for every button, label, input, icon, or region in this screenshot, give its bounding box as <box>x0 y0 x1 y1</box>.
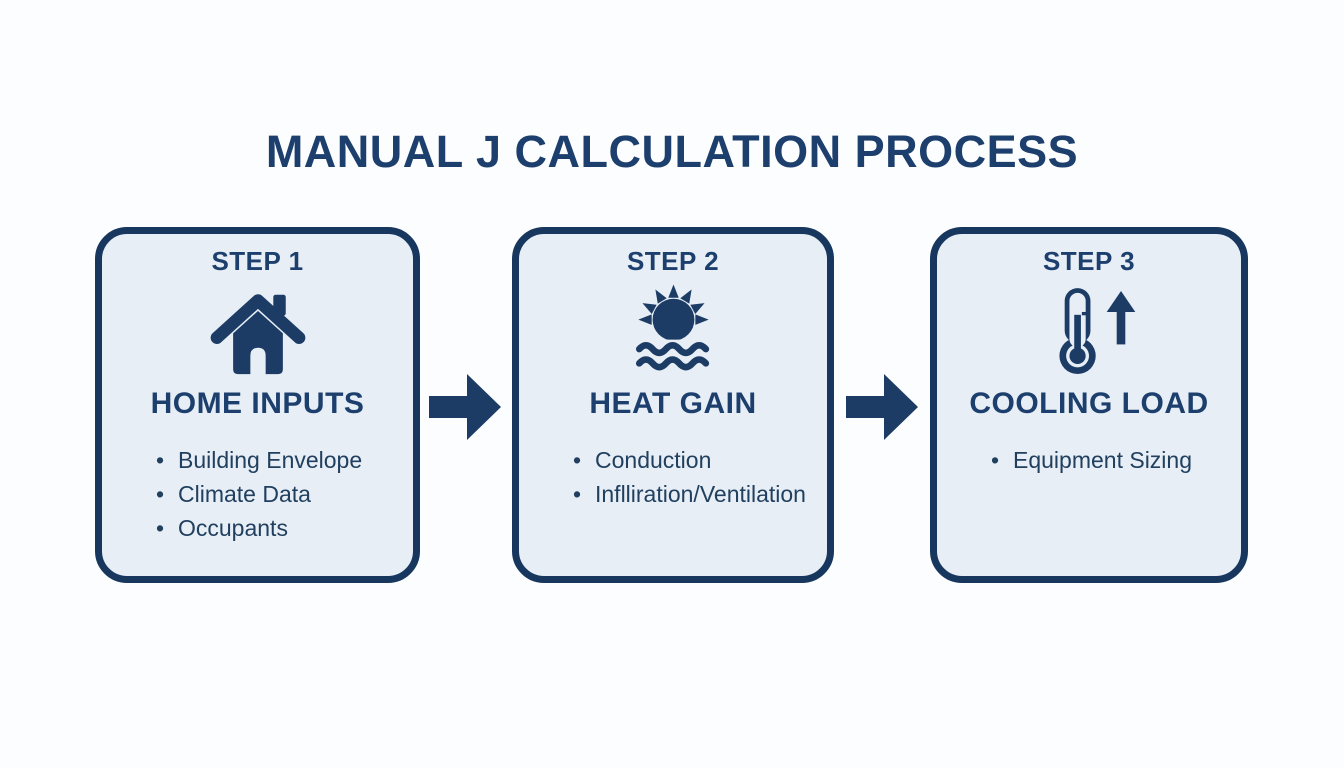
step-3-label: STEP 3 <box>1042 246 1136 276</box>
house-icon <box>102 281 413 383</box>
flow-arrow-icon <box>429 370 501 444</box>
step-2-heading: HEAT GAIN <box>589 387 757 420</box>
step-3-card <box>930 227 1248 583</box>
bullet-item: • Occupants <box>154 511 399 545</box>
bullet-item: • Equipment Sizing <box>989 443 1227 477</box>
step-1-heading: HOME INPUTS <box>150 387 365 420</box>
bullet-item: • Climate Data <box>154 477 399 511</box>
bullet-item: • Conduction <box>571 443 813 477</box>
step-2-bullets <box>519 443 827 511</box>
step-2-card <box>512 227 834 583</box>
step-1-bullets <box>102 443 413 545</box>
flow-arrow-icon <box>846 370 918 444</box>
step-1-label: STEP 1 <box>211 246 304 276</box>
page-title: MANUAL J CALCULATION PROCESS <box>265 126 1079 177</box>
thermometer-rising-icon <box>937 281 1241 383</box>
bullet-item: • Building Envelope <box>154 443 399 477</box>
step-2-label: STEP 2 <box>626 246 720 276</box>
step-3-heading: COOLING LOAD <box>969 387 1209 420</box>
bullet-item: • Inflliration/Ventilation <box>571 477 813 511</box>
sun-over-water-icon <box>519 281 827 383</box>
step-1-card <box>95 227 420 583</box>
step-3-bullets <box>937 443 1241 477</box>
